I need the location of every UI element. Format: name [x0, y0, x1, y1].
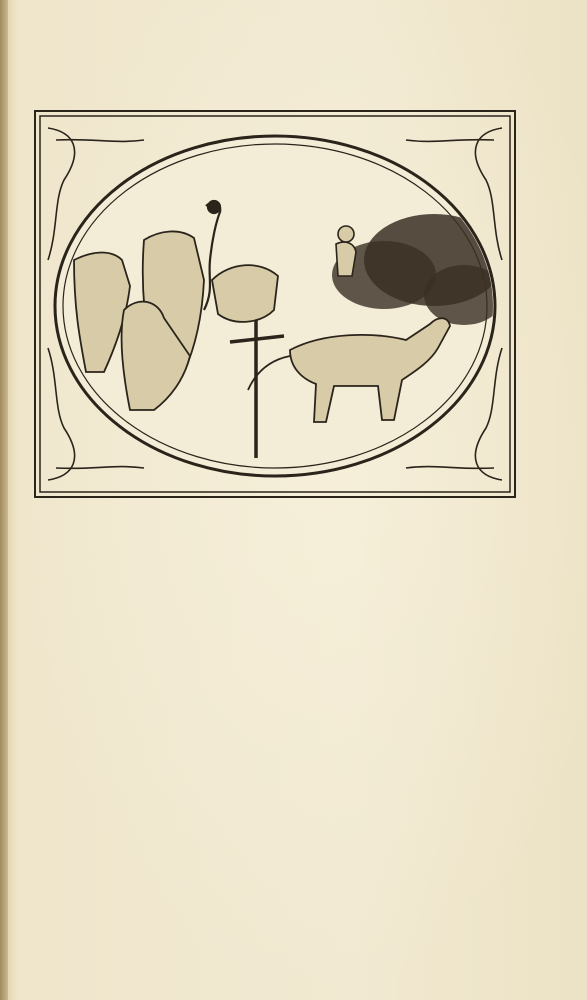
page-spine-edge — [0, 0, 8, 1000]
fable-heading — [60, 73, 530, 98]
woodcut-illustration — [34, 110, 516, 498]
